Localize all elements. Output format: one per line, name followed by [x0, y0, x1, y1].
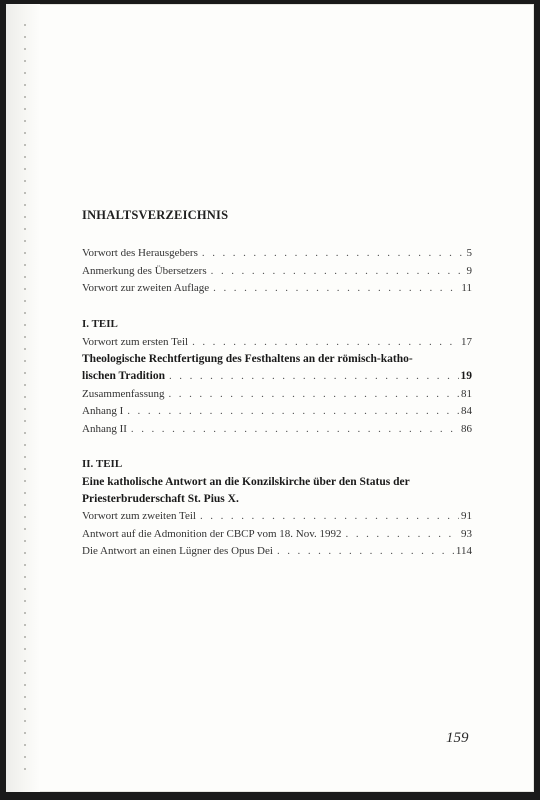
toc-entry-label: Anhang II [82, 422, 127, 435]
toc-entry-label: Antwort auf die Admonition der CBCP vom 18. Nov. 1992 [82, 527, 342, 540]
table-of-contents [82, 208, 472, 579]
toc-entry-label: Vorwort zur zweiten Auflage [82, 282, 210, 294]
toc-entry [82, 421, 472, 439]
toc-entry-page: 114 [455, 545, 472, 557]
toc-entry [82, 263, 472, 281]
toc-entry-page: 19 [460, 370, 472, 382]
toc-title: INHALTSVERZEICHNIS [82, 208, 229, 222]
part-one-group [82, 316, 472, 439]
part-two-group [82, 456, 472, 561]
toc-entry [82, 543, 472, 561]
part-one-heading: I. TEIL [82, 317, 118, 330]
toc-entry-page: 91 [461, 510, 472, 522]
toc-entry-page: 11 [461, 282, 472, 294]
toc-entry-page: 17 [461, 335, 472, 348]
toc-entry-label: Vorwort zum ersten Teil [82, 335, 189, 348]
dot-leader [127, 403, 459, 421]
dot-leader [192, 334, 459, 352]
part-two-main-title: Eine katholische Antwort an die Konzilskirche über den Status der [82, 476, 410, 488]
toc-entry [82, 368, 472, 386]
toc-entry-page: 9 [466, 264, 472, 277]
dot-leader [211, 263, 465, 281]
toc-entry-page: 5 [466, 247, 472, 259]
toc-entry-page: 81 [461, 387, 472, 400]
toc-entry-label: Zusammenfassung [82, 387, 165, 400]
dot-leader [169, 368, 459, 386]
part-two-main-title-cont: Priesterbruderschaft St. Pius X. [82, 493, 239, 505]
toc-entry-label: Anmerkung des Übersetzers [82, 264, 207, 277]
binding-stitch-marks [24, 24, 26, 772]
dot-leader [346, 526, 459, 544]
book-page [6, 4, 534, 792]
part-two-heading: II. TEIL [82, 458, 123, 470]
toc-entry-label: Anhang I [82, 405, 124, 417]
dot-leader [213, 280, 459, 298]
toc-entry [82, 280, 472, 298]
toc-entry-page: 84 [461, 405, 472, 417]
toc-entry [82, 245, 472, 263]
toc-entry-label: lischen Tradition [82, 370, 165, 382]
toc-entry-page: 93 [461, 527, 472, 540]
toc-entry-label: Vorwort zum zweiten Teil [82, 510, 196, 522]
dot-leader [200, 508, 459, 526]
dot-leader [277, 543, 454, 561]
toc-entry [82, 386, 472, 404]
part-one-main-title: Theologische Rechtfertigung des Festhaltens an der römisch-katho- [82, 353, 413, 365]
toc-entry-page: 86 [461, 422, 472, 435]
toc-entry [82, 403, 472, 421]
page-number: 159 [446, 730, 469, 746]
dot-leader [168, 386, 459, 404]
front-matter-group [82, 245, 472, 298]
toc-entry-label: Die Antwort an einen Lügner des Opus Dei [82, 545, 273, 557]
toc-entry-label: Vorwort des Herausgebers [82, 247, 198, 259]
toc-entry [82, 334, 472, 352]
toc-entry [82, 508, 472, 526]
toc-entry [82, 526, 472, 544]
page-binding-edge [6, 4, 40, 792]
dot-leader [131, 421, 459, 439]
dot-leader [202, 245, 465, 263]
